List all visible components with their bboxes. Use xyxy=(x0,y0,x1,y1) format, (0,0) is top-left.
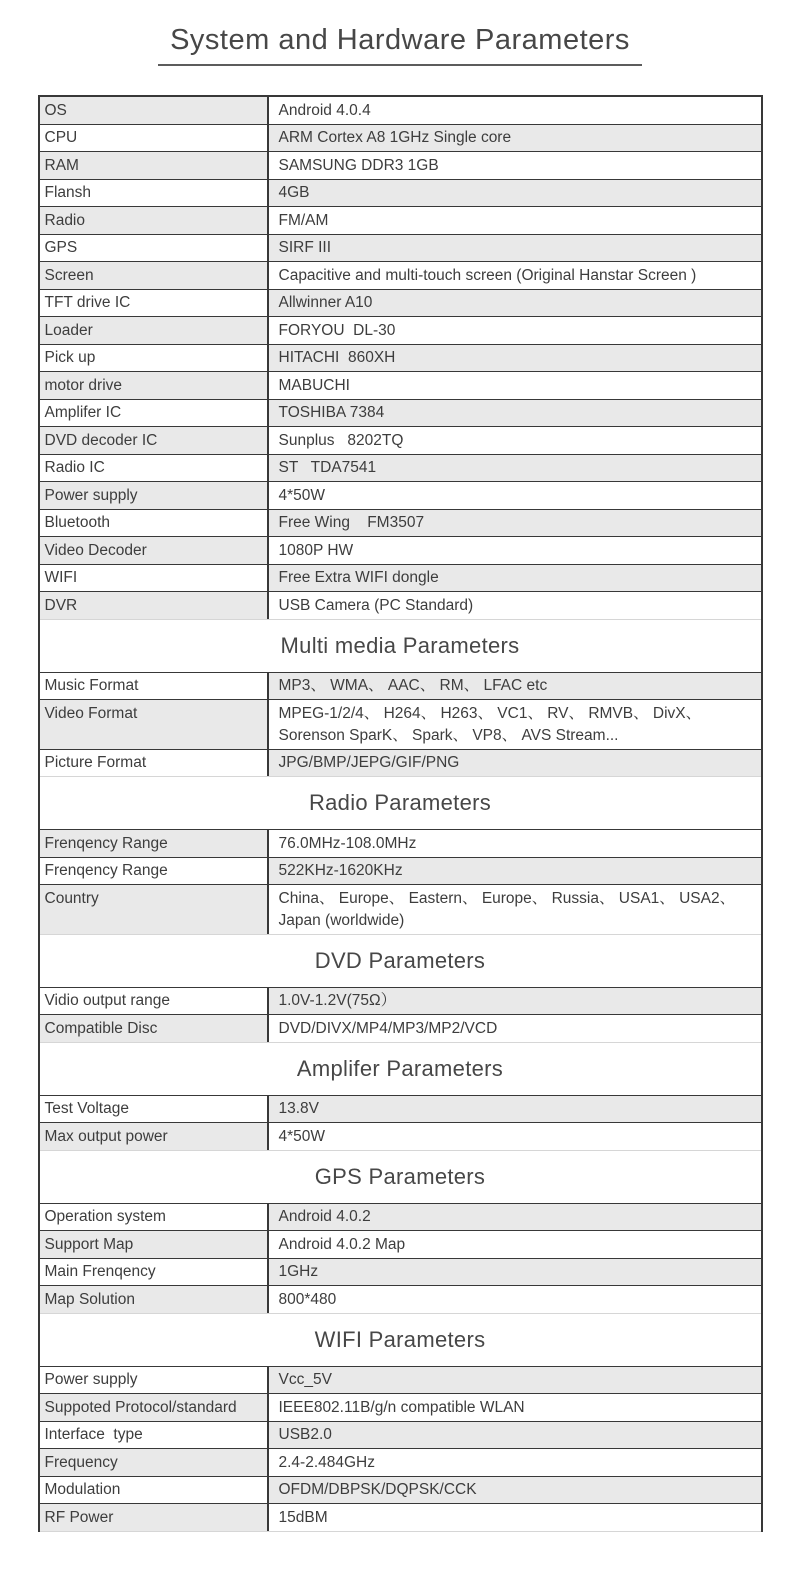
spec-label: Power supply xyxy=(40,482,269,509)
spec-value: Sunplus 8202TQ xyxy=(278,431,404,449)
spec-row xyxy=(40,1015,761,1043)
spec-row xyxy=(40,1204,761,1232)
spec-value: DVD/DIVX/MP4/MP3/MP2/VCD xyxy=(278,1019,498,1037)
section-header-label: Amplifer Parameters xyxy=(296,1055,504,1081)
spec-label: Vidio output range xyxy=(40,988,269,1015)
spec-label: Radio xyxy=(40,207,269,234)
spec-value: 1080P HW xyxy=(278,541,354,559)
spec-value: SAMSUNG DDR3 1GB xyxy=(278,156,439,174)
spec-value: 2.4-2.484GHz xyxy=(278,1453,375,1471)
section-header xyxy=(40,935,761,988)
spec-row xyxy=(40,1394,761,1422)
spec-value: Free Wing FM3507 xyxy=(269,510,761,537)
section-main-specs xyxy=(40,97,761,620)
spec-value: 1.0V-1.2V(75Ω） xyxy=(269,988,761,1015)
spec-value: HITACHI 860XH xyxy=(269,345,761,372)
spec-row xyxy=(40,317,761,345)
spec-row xyxy=(40,858,761,886)
spec-row xyxy=(40,510,761,538)
section-wifi-parameters xyxy=(40,1314,761,1532)
spec-row xyxy=(40,592,761,620)
section-dvd-parameters xyxy=(40,935,761,1043)
section-header-label: DVD Parameters xyxy=(314,947,486,973)
spec-label: Frequency xyxy=(40,1449,269,1476)
spec-value: MABUCHI xyxy=(278,376,350,394)
spec-label: Flansh xyxy=(40,180,269,207)
spec-row xyxy=(40,125,761,153)
spec-row xyxy=(40,235,761,263)
spec-label: CPU xyxy=(40,125,269,152)
spec-row xyxy=(40,482,761,510)
spec-value: IEEE802.11B/g/n compatible WLAN xyxy=(278,1398,525,1416)
title-area xyxy=(0,0,800,66)
spec-row xyxy=(40,1422,761,1450)
spec-row xyxy=(40,97,761,125)
spec-label: Music Format xyxy=(40,673,269,700)
spec-label: Test Voltage xyxy=(40,1096,269,1123)
spec-value: Capacitive and multi-touch screen (Original Hanstar Screen ) xyxy=(278,266,697,284)
section-header-label: Radio Parameters xyxy=(308,790,492,815)
spec-row xyxy=(40,1477,761,1505)
spec-value: Vcc_5V xyxy=(269,1367,761,1394)
section-header xyxy=(40,1043,761,1096)
section-gps-parameters xyxy=(40,1151,761,1314)
spec-value: 800*480 xyxy=(278,1290,337,1308)
section-header-label: Multi media Parameters xyxy=(280,632,520,658)
spec-value: Allwinner A10 xyxy=(269,290,761,317)
spec-value: ST TDA7541 xyxy=(269,455,761,482)
spec-label: TFT drive IC xyxy=(40,290,269,317)
section-radio-parameters xyxy=(40,777,761,935)
spec-value: ARM Cortex A8 1GHz Single core xyxy=(269,125,761,152)
spec-label: Operation system xyxy=(40,1204,269,1231)
spec-label: Bluetooth xyxy=(40,510,269,537)
spec-row xyxy=(40,1096,761,1124)
section-header-label: GPS Parameters xyxy=(314,1163,486,1189)
spec-row xyxy=(40,673,761,701)
spec-label: Video Decoder xyxy=(40,537,269,564)
spec-label: Compatible Disc xyxy=(40,1015,269,1042)
spec-label: Screen xyxy=(40,262,269,289)
spec-label: Support Map xyxy=(40,1231,269,1258)
spec-value: 13.8V xyxy=(269,1096,761,1123)
spec-value: USB Camera (PC Standard) xyxy=(278,596,474,614)
spec-label: Modulation xyxy=(40,1477,269,1504)
spec-label: Video Format xyxy=(40,700,269,749)
spec-label: GPS xyxy=(40,235,269,262)
spec-label: DVR xyxy=(40,592,269,619)
spec-row xyxy=(40,1123,761,1151)
spec-value: MP3、 WMA、 AAC、 RM、 LFAC etc xyxy=(269,673,761,700)
spec-value: 4*50W xyxy=(278,1127,326,1145)
spec-row xyxy=(40,750,761,778)
spec-label: Picture Format xyxy=(40,750,269,777)
spec-row xyxy=(40,1231,761,1259)
section-header-label: WIFI Parameters xyxy=(314,1326,486,1352)
section-header xyxy=(40,1314,761,1367)
spec-value: Android 4.0.4 xyxy=(278,101,371,119)
spec-value: 76.0MHz-108.0MHz xyxy=(278,834,417,852)
spec-row xyxy=(40,537,761,565)
spec-row xyxy=(40,372,761,400)
spec-label: Suppoted Protocol/standard xyxy=(40,1394,269,1421)
spec-label: RAM xyxy=(40,152,269,179)
spec-value: 4GB xyxy=(269,180,761,207)
spec-row xyxy=(40,1259,761,1287)
spec-label: Amplifer IC xyxy=(40,400,269,427)
spec-value: 1GHz xyxy=(269,1259,761,1286)
section-multi-media-parameters xyxy=(40,620,761,778)
spec-row xyxy=(40,1367,761,1395)
spec-row xyxy=(40,830,761,858)
spec-value: 522KHz-1620KHz xyxy=(269,858,761,885)
spec-label: Country xyxy=(40,885,269,934)
spec-row xyxy=(40,885,761,935)
spec-row xyxy=(40,262,761,290)
section-amplifer-parameters xyxy=(40,1043,761,1151)
page-title: System and Hardware Parameters xyxy=(158,24,642,66)
spec-value: FM/AM xyxy=(278,211,329,229)
spec-value: OFDM/DBPSK/DQPSK/CCK xyxy=(269,1477,761,1504)
spec-row xyxy=(40,988,761,1016)
spec-row xyxy=(40,345,761,373)
spec-label: Power supply xyxy=(40,1367,269,1394)
spec-row xyxy=(40,565,761,593)
spec-value: Android 4.0.2 Map xyxy=(278,1235,406,1253)
spec-row xyxy=(40,455,761,483)
spec-row xyxy=(40,700,761,750)
spec-label: OS xyxy=(40,97,269,124)
spec-row xyxy=(40,1504,761,1532)
spec-value: FORYOU DL-30 xyxy=(278,321,396,339)
spec-label: Loader xyxy=(40,317,269,344)
spec-row xyxy=(40,1449,761,1477)
spec-row xyxy=(40,427,761,455)
spec-row xyxy=(40,152,761,180)
spec-value: SIRF III xyxy=(269,235,761,262)
section-header xyxy=(40,620,761,673)
spec-label: WIFI xyxy=(40,565,269,592)
spec-value: JPG/BMP/JEPG/GIF/PNG xyxy=(269,750,761,777)
spec-value: TOSHIBA 7384 xyxy=(269,400,761,427)
spec-value: Free Extra WIFI dongle xyxy=(269,565,761,592)
spec-row xyxy=(40,290,761,318)
spec-label: Pick up xyxy=(40,345,269,372)
spec-row xyxy=(40,400,761,428)
spec-label: Map Solution xyxy=(40,1286,269,1313)
spec-label: Frenqency Range xyxy=(40,858,269,885)
spec-row xyxy=(40,180,761,208)
spec-value: Android 4.0.2 xyxy=(269,1204,761,1231)
spec-value: 15dBM xyxy=(278,1508,328,1526)
spec-value: MPEG-1/2/4、 H264、 H263、 VC1、 RV、 RMVB、 DivX、 Sorenson SparK、 Spark、 VP8、 AVS Stream... xyxy=(278,704,706,744)
spec-row xyxy=(40,207,761,235)
spec-value: China、 Europe、 Eastern、 Europe、 Russia、 USA1、 USA2、 Japan (worldwide) xyxy=(278,889,740,929)
section-header xyxy=(40,1151,761,1204)
spec-label: DVD decoder IC xyxy=(40,427,269,454)
spec-row xyxy=(40,1286,761,1314)
spec-table xyxy=(38,95,763,1532)
spec-value: USB2.0 xyxy=(269,1422,761,1449)
spec-label: motor drive xyxy=(40,372,269,399)
section-header xyxy=(40,777,761,830)
spec-label: Interface type xyxy=(40,1422,269,1449)
spec-label: Max output power xyxy=(40,1123,269,1150)
spec-label: RF Power xyxy=(40,1504,269,1531)
spec-label: Radio IC xyxy=(40,455,269,482)
spec-label: Main Frenqency xyxy=(40,1259,269,1286)
spec-value: 4*50W xyxy=(278,486,326,504)
spec-label: Frenqency Range xyxy=(40,830,269,857)
